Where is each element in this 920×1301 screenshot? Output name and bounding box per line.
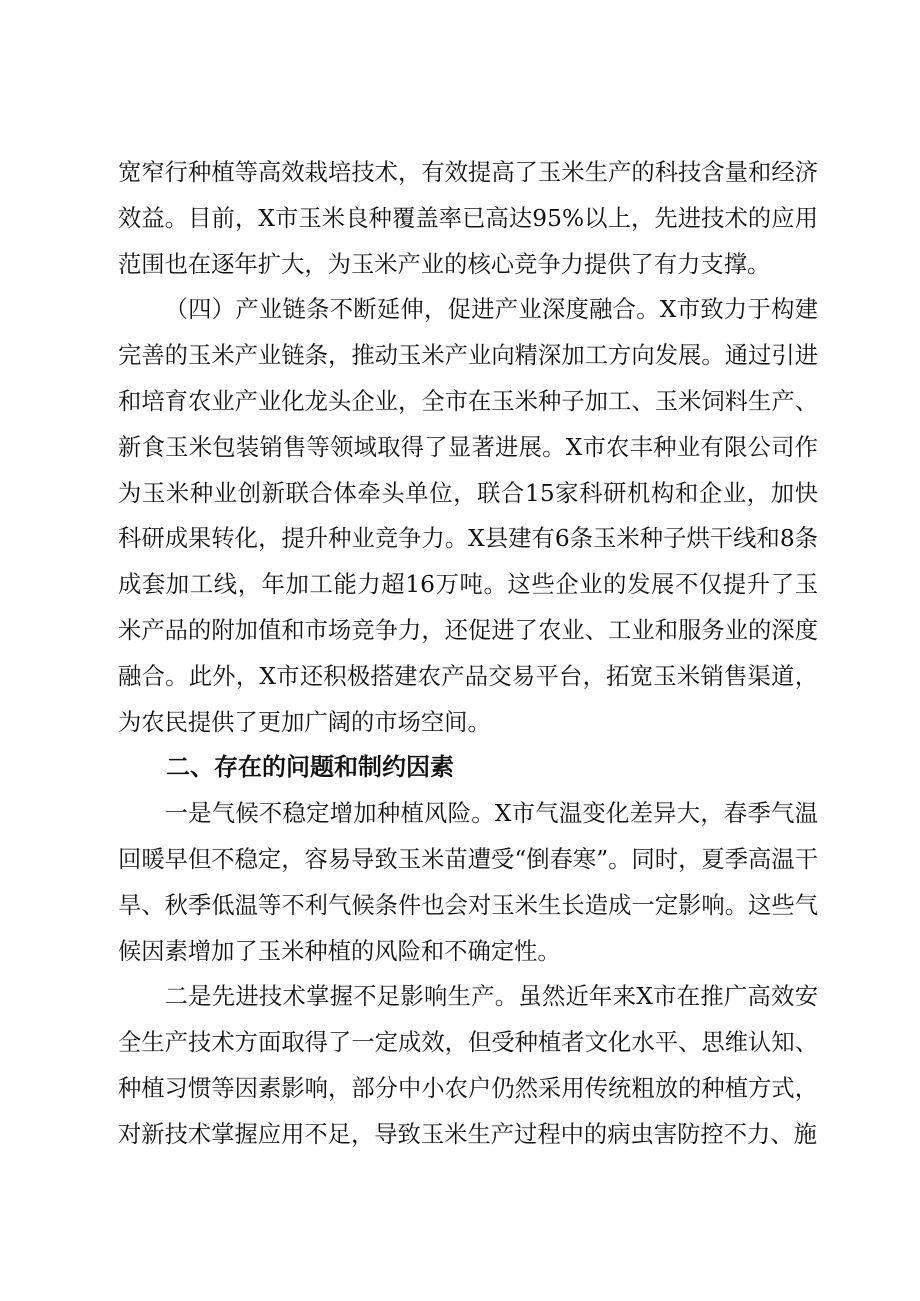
paragraph-industry-chain: （四）产业链条不断延伸，促进产业深度融合。X市致力于构建完善的玉米产业链条，推动玉米产业向精深加工方向发展。通过引进和培育农业产业化龙头企业，全市在玉米种子加工、玉米饲料生产、新食玉米包装销售等领域取得了显著进展。X市农丰种业有限公司作为玉米种业创新联合体牵头单位，联合15家科研机构和企业，加快科研成果转化，提升种业竞争力。X县建有6条玉米种子烘干线和8条成套加工线，年加工能力超16万吨。这些企业的发展不仅提升了玉米产品的附加值和市场竞争力，还促进了农业、工业和服务业的深度融合。此外，X市还积极搭建农产品交易平台，拓宽玉米销售渠道，为农民提供了更加广阔的市场空间。: [118, 296, 818, 736]
document-body: [118, 150, 818, 1158]
paragraph-problem-climate: 一是气候不稳定增加种植风险。X市气温变化差异大，春季气温回暖早但不稳定，容易导致玉米苗遭受“倒春寒”。同时，夏季高温干旱、秋季低温等不利气候条件也会对玉米生长造成一定影响。这些气候因素增加了玉米种植的风险和不确定性。: [118, 800, 818, 965]
paragraph-continued-technology: 宽窄行种植等高效栽培技术，有效提高了玉米生产的科技含量和经济效益。目前，X市玉米良种覆盖率已高达95%以上，先进技术的应用范围也在逐年扩大，为玉米产业的核心竞争力提供了有力支撑。: [118, 159, 818, 278]
paragraph-problem-technology: 二是先进技术掌握不足影响生产。虽然近年来X市在推广高效安全生产技术方面取得了一定成效，但受种植者文化水平、思维认知、种植习惯等因素影响，部分中小农户仍然采用传统粗放的种植方式，对新技术掌握应用不足，导致玉米生产过程中的病虫害防控不力、施: [118, 983, 818, 1148]
section-heading-problems: 二、存在的问题和制约因素: [166, 753, 454, 782]
